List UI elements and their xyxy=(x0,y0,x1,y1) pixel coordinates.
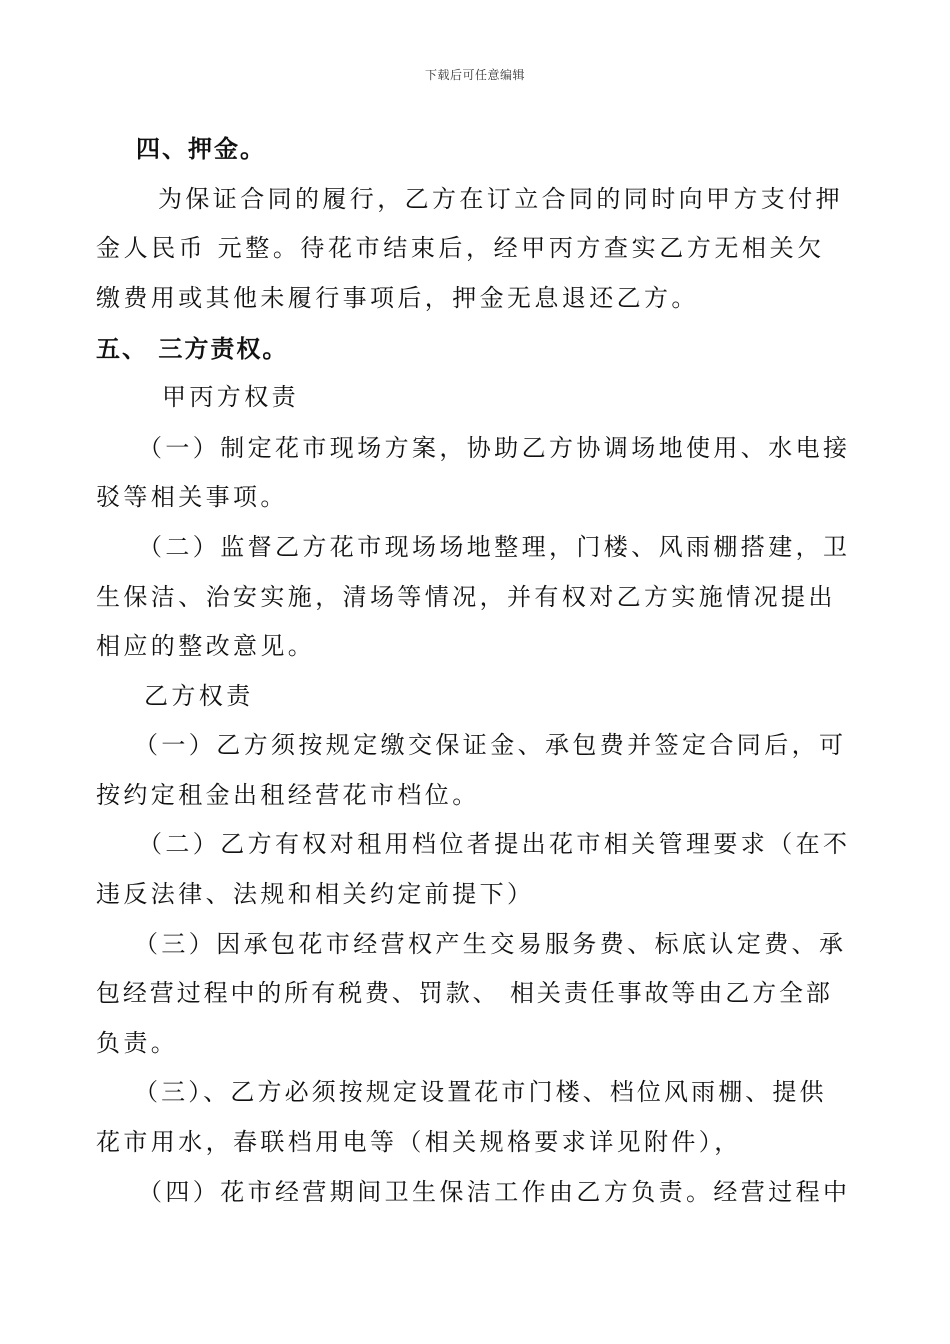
paragraph-line: 负责。 xyxy=(96,1029,179,1057)
section-heading-responsibilities: 五、 三方责权。 xyxy=(96,334,289,363)
section-heading-deposit: 四、押金。 xyxy=(136,134,266,163)
paragraph-line: 驳等相关事项。 xyxy=(96,483,288,511)
paragraph-line: （三）因承包花市经营权产生交易服务费、标底认定费、承 xyxy=(134,930,847,958)
paragraph-line: 按约定租金出租经营花市档位。 xyxy=(96,781,480,809)
paragraph-line: 缴费用或其他未履行事项后，押金无息退还乙方。 xyxy=(96,284,699,312)
paragraph-line: 生保洁、治安实施，清场等情况，并有权对乙方实施情况提出 xyxy=(96,583,836,611)
header-note: 下载后可任意编辑 xyxy=(424,68,525,82)
paragraph-line: （四）花市经营期间卫生保洁工作由乙方负责。经营过程中 xyxy=(138,1178,851,1206)
paragraph-line: 包经营过程中的所有税费、罚款、 相关责任事故等由乙方全部 xyxy=(96,979,833,1007)
paragraph-line: 违反法律、法规和相关约定前提下） xyxy=(96,880,535,908)
paragraph-line: 为保证合同的履行，乙方在订立合同的同时向甲方支付押 xyxy=(158,185,843,213)
paragraph-line: （三）、乙方必须按规定设置花市门楼、档位风雨棚、提供 xyxy=(134,1078,827,1106)
paragraph-line: 花市用水，春联档用电等（相关规格要求详见附件）， xyxy=(96,1128,742,1156)
subheading-party-ac: 甲丙方权责 xyxy=(162,383,299,411)
paragraph-line: 相应的整改意见。 xyxy=(96,632,316,660)
paragraph-line: 金人民币 元整。待花市结束后，经甲丙方查实乙方无相关欠 xyxy=(96,234,825,262)
paragraph-line: （一）制定花市现场方案，协助乙方协调场地使用、水电接 xyxy=(138,434,851,462)
paragraph-line: （二）乙方有权对租用档位者提出花市相关管理要求（在不 xyxy=(138,830,851,858)
paragraph-line: （二）监督乙方花市现场场地整理，门楼、风雨棚搭建，卫 xyxy=(138,533,851,561)
paragraph-line: （一）乙方须按规定缴交保证金、承包费并签定合同后，可 xyxy=(134,731,847,759)
subheading-party-b: 乙方权责 xyxy=(144,682,254,710)
